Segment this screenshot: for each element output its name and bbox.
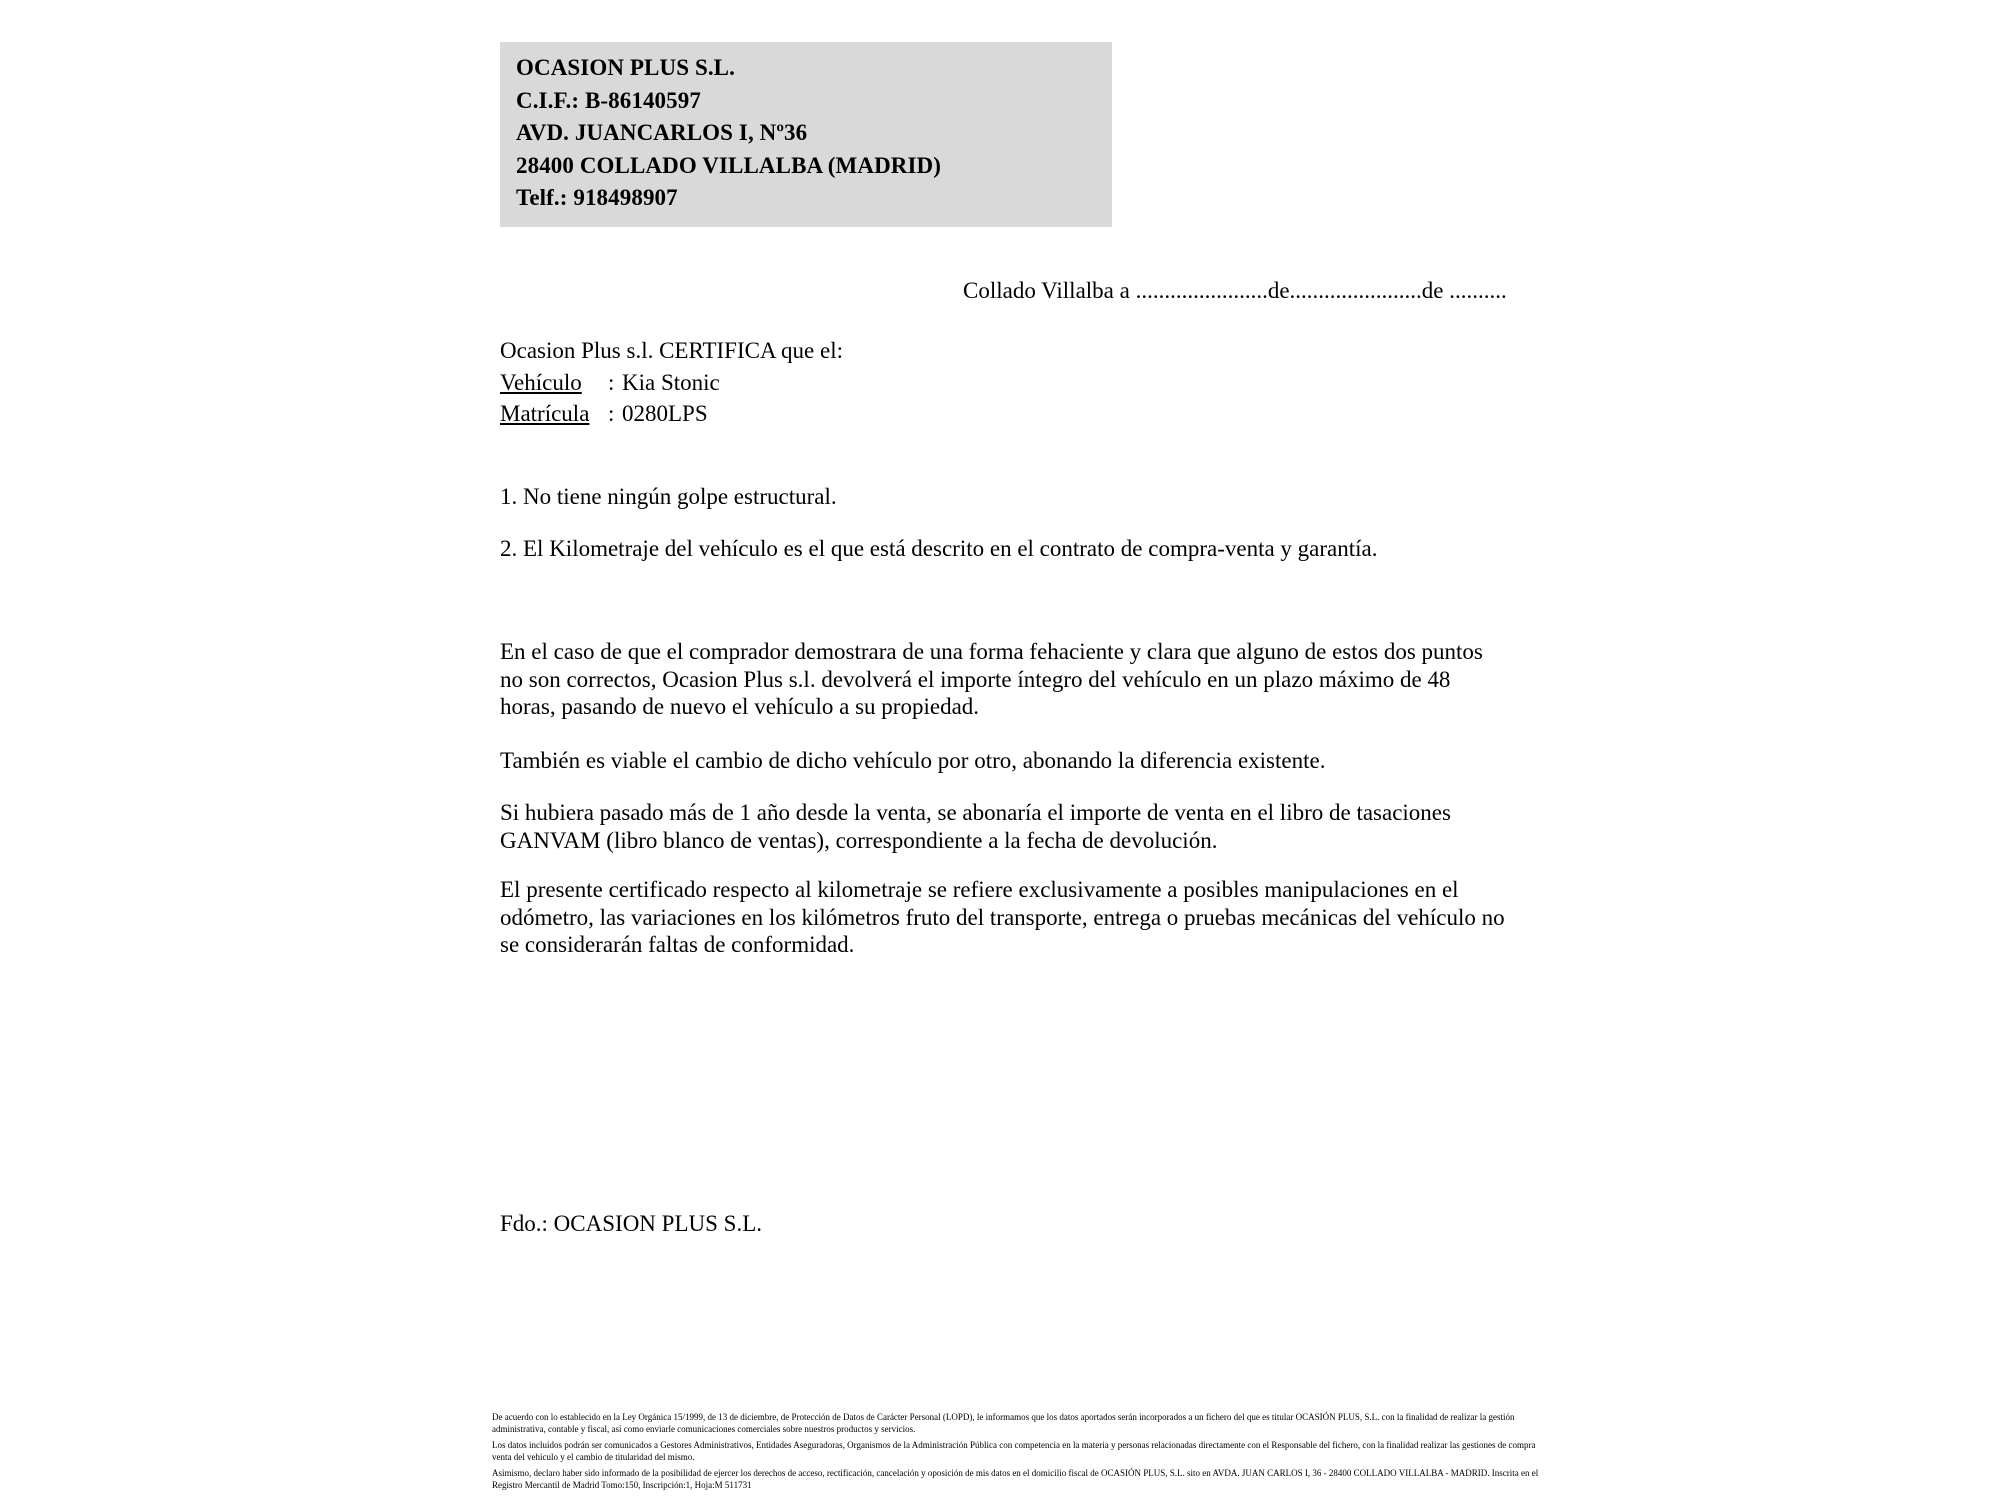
legal-footer — [492, 1412, 1552, 1492]
plate-label: Matrícula — [500, 401, 590, 426]
paragraph-1: En el caso de que el comprador demostrara de una forma fehaciente y clara que alguno de estos dos puntos no son correctos, Ocasion Plus s.l. devolverá el importe íntegro del vehículo en un plazo máximo de 48 horas, pasando de nuevo el vehículo a su propiedad. — [500, 639, 1483, 719]
paragraph-3: Si hubiera pasado más de 1 año desde la venta, se abonaría el importe de venta en el libro de tasaciones GANVAM (libro blanco de ventas), correspondiente a la fecha de devolución. — [500, 800, 1451, 853]
legal-paragraph-3: Asimismo, declaro haber sido informado de la posibilidad de ejercer los derechos de acceso, rectificación, cancelación y oposición de mis datos en el domicilio fiscal de OCASIÓN PLUS, S.L. sito en AVDA. JUAN CARLOS I, 36 - 28400 COLLADO VILLALBA - MADRID. Inscrita en el Registro Mercantil de Madrid Tomo:150, Inscripción:1, Hoja:M 511731 — [492, 1468, 1539, 1490]
vehicle-label: Vehículo — [500, 370, 582, 395]
date-line: Collado Villalba a .......................de.......................de .......... — [963, 278, 1507, 303]
legal-paragraph-2: Los datos incluidos podrán ser comunicados a Gestores Administrativos, Entidades Aseguradoras, Organismos de la Administración Pública con competencia en la materia y personas relacionadas directamente con el Responsable del fichero, con la finalidad realizar las gestiones de compra venta del vehículo y el cambio de titularidad del mismo. — [492, 1440, 1536, 1462]
paragraph-4: El presente certificado respecto al kilometraje se refiere exclusivamente a posibles manipulaciones en el odómetro, las variaciones en los kilómetros fruto del transporte, entrega o pruebas mecánicas del vehículo no se considerarán faltas de conformidad. — [500, 877, 1505, 957]
signature-line: Fdo.: OCASION PLUS S.L. — [500, 1211, 762, 1236]
company-phone: Telf.: 918498907 — [516, 185, 678, 210]
company-address-city: 28400 COLLADO VILLALBA (MADRID) — [516, 152, 942, 178]
paragraph-2: También es viable el cambio de dicho vehículo por otro, abonando la diferencia existente. — [500, 748, 1326, 773]
company-cif: C.I.F.: B-86140597 — [516, 87, 701, 113]
vehicle-value: Kia Stonic — [622, 370, 720, 395]
letterhead-block — [500, 42, 1112, 227]
point-item-2: 2. El Kilometraje del vehículo es el que está descrito en el contrato de compra-venta y garantía. — [500, 536, 1378, 561]
plate-value: 0280LPS — [622, 401, 708, 426]
plate-row — [500, 401, 708, 427]
legal-paragraph-1: De acuerdo con lo establecido en la Ley Orgánica 15/1999, de 13 de diciembre, de Protección de Datos de Carácter Personal (LOPD), le informamos que los datos aportados serán incorporados a un fichero del que es titular OCASIÓN PLUS, S.L. con la finalidad de realizar la gestión administrativa, contable y fiscal, así como enviarle comunicaciones comerciales sobre nuestros productos y servicios. — [492, 1412, 1515, 1434]
vehicle-row — [500, 370, 720, 396]
plate-separator: : — [608, 401, 615, 426]
company-name: OCASION PLUS S.L. — [516, 55, 735, 80]
company-address-street: AVD. JUANCARLOS I, Nº36 — [516, 120, 808, 145]
point-item-1: 1. No tiene ningún golpe estructural. — [500, 484, 837, 509]
vehicle-separator: : — [608, 370, 615, 395]
certifies-intro: Ocasion Plus s.l. CERTIFICA que el: — [500, 338, 843, 363]
